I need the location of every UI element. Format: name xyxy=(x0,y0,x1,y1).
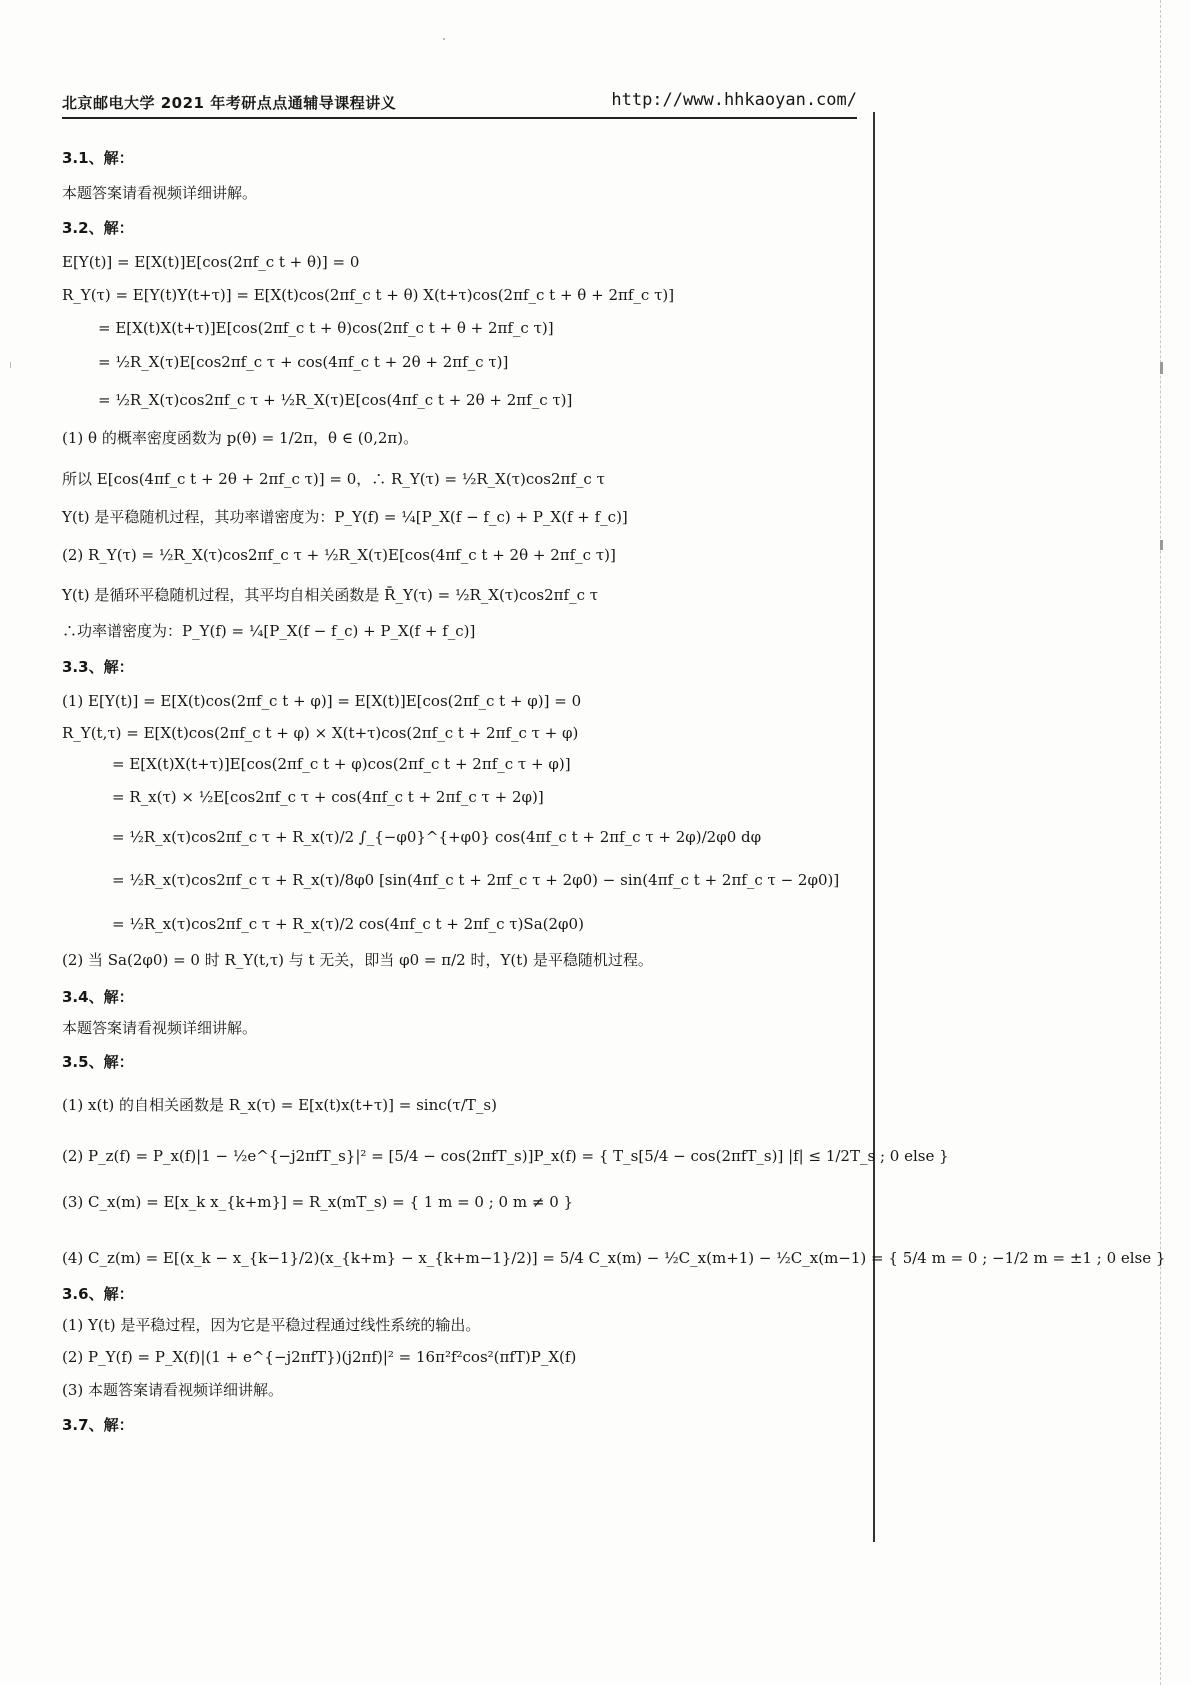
header-rule xyxy=(62,117,857,119)
section-heading: 3.6、解： xyxy=(62,1285,134,1303)
scan-speck xyxy=(443,38,445,40)
text-line: = ½R_x(τ)cos2πf_c τ + R_x(τ)/8φ0 [sin(4πf_c t + 2πf_c τ + 2φ0) − sin(4πf_c t + 2πf_c τ − 2φ0)] xyxy=(112,871,840,889)
text-line: (1) θ 的概率密度函数为 p(θ) = 1/2π，θ ∈ (0,2π)。 xyxy=(62,429,419,447)
scan-speck xyxy=(1160,362,1163,374)
text-line: R_Y(t,τ) = E[X(t)cos(2πf_c t + φ) × X(t+τ)cos(2πf_c t + 2πf_c τ + φ) xyxy=(62,724,579,742)
scan-speck xyxy=(1160,540,1163,550)
text-line: = E[X(t)X(t+τ)]E[cos(2πf_c t + θ)cos(2πf_c t + θ + 2πf_c τ)] xyxy=(98,319,554,337)
text-line: (1) Y(t) 是平稳过程，因为它是平稳过程通过线性系统的输出。 xyxy=(62,1316,481,1334)
page-header xyxy=(62,88,857,118)
text-line: 所以 E[cos(4πf_c t + 2θ + 2πf_c τ)] = 0，∴ R_Y(τ) = ½R_X(τ)cos2πf_c τ xyxy=(62,470,605,488)
text-line: Y(t) 是循环平稳随机过程，其平均自相关函数是 R̄_Y(τ) = ½R_X(τ)cos2πf_c τ xyxy=(62,586,599,604)
text-line: (4) C_z(m) = E[(x_k − x_{k−1}/2)(x_{k+m} − x_{k+m−1}/2)] = 5/4 C_x(m) − ½C_x(m+1) − ½C_x(m−1) = { 5/4 m = 0 ; −1/2 m = ±1 ; 0 else } xyxy=(62,1249,1166,1267)
text-line: (3) 本题答案请看视频详细讲解。 xyxy=(62,1381,284,1399)
text-line: (1) E[Y(t)] = E[X(t)cos(2πf_c t + φ)] = E[X(t)]E[cos(2πf_c t + φ)] = 0 xyxy=(62,692,582,710)
section-heading: 3.4、解： xyxy=(62,988,134,1006)
section-heading: 3.1、解： xyxy=(62,149,134,167)
text-line: (1) x(t) 的自相关函数是 R_x(τ) = E[x(t)x(t+τ)] = sinc(τ/T_s) xyxy=(62,1096,497,1114)
text-line: = ½R_x(τ)cos2πf_c τ + R_x(τ)/2 cos(4πf_c t + 2πf_c τ)Sa(2φ0) xyxy=(112,915,584,933)
text-line: R_Y(τ) = E[Y(t)Y(t+τ)] = E[X(t)cos(2πf_c t + θ) X(t+τ)cos(2πf_c t + θ + 2πf_c τ)] xyxy=(62,286,675,304)
text-line: = E[X(t)X(t+τ)]E[cos(2πf_c t + φ)cos(2πf_c t + 2πf_c τ + φ)] xyxy=(112,755,571,773)
text-line: = R_x(τ) × ½E[cos2πf_c τ + cos(4πf_c t + 2πf_c τ + 2φ)] xyxy=(112,788,544,806)
text-line: ∴功率谱密度为：P_Y(f) = ¼[P_X(f − f_c) + P_X(f + f_c)] xyxy=(62,622,476,640)
section-heading: 3.7、解： xyxy=(62,1416,134,1434)
header-url: http://www.hhkaoyan.com/ xyxy=(611,90,857,110)
section-heading: 3.5、解： xyxy=(62,1053,134,1071)
text-line: = ½R_x(τ)cos2πf_c τ + R_x(τ)/2 ∫_{−φ0}^{+φ0} cos(4πf_c t + 2πf_c τ + 2φ)/2φ0 dφ xyxy=(112,828,762,846)
section-heading: 3.3、解： xyxy=(62,658,134,676)
text-line: E[Y(t)] = E[X(t)]E[cos(2πf_c t + θ)] = 0 xyxy=(62,253,360,271)
text-line: 本题答案请看视频详细讲解。 xyxy=(62,1019,258,1037)
text-line: = ½R_X(τ)E[cos2πf_c τ + cos(4πf_c t + 2θ + 2πf_c τ)] xyxy=(98,353,509,371)
header-title: 北京邮电大学 2021 年考研点点通辅导课程讲义 xyxy=(62,94,397,112)
text-line: 本题答案请看视频详细讲解。 xyxy=(62,184,258,202)
text-line: (2) P_Y(f) = P_X(f)|(1 + e^{−j2πfT})(j2πf)|² = 16π²f²cos²(πfT)P_X(f) xyxy=(62,1348,577,1366)
text-line: (2) 当 Sa(2φ0) = 0 时 R_Y(t,τ) 与 t 无关，即当 φ0 = π/2 时，Y(t) 是平稳随机过程。 xyxy=(62,951,653,969)
text-line: Y(t) 是平稳随机过程，其功率谱密度为：P_Y(f) = ¼[P_X(f − f_c) + P_X(f + f_c)] xyxy=(62,508,628,526)
text-line: (2) R_Y(τ) = ½R_X(τ)cos2πf_c τ + ½R_X(τ)E[cos(4πf_c t + 2θ + 2πf_c τ)] xyxy=(62,546,616,564)
text-line: (3) C_x(m) = E[x_k x_{k+m}] = R_x(mT_s) = { 1 m = 0 ; 0 m ≠ 0 } xyxy=(62,1193,574,1211)
text-line: (2) P_z(f) = P_x(f)|1 − ½e^{−j2πfT_s}|² = [5/4 − cos(2πfT_s)]P_x(f) = { T_s[5/4 − cos(2πfT_s)] |f| ≤ 1/2T_s ; 0 else } xyxy=(62,1147,949,1165)
scan-edge xyxy=(1160,0,1161,1685)
text-line: = ½R_X(τ)cos2πf_c τ + ½R_X(τ)E[cos(4πf_c t + 2θ + 2πf_c τ)] xyxy=(98,391,573,409)
section-heading: 3.2、解： xyxy=(62,219,134,237)
scan-speck xyxy=(10,362,11,368)
